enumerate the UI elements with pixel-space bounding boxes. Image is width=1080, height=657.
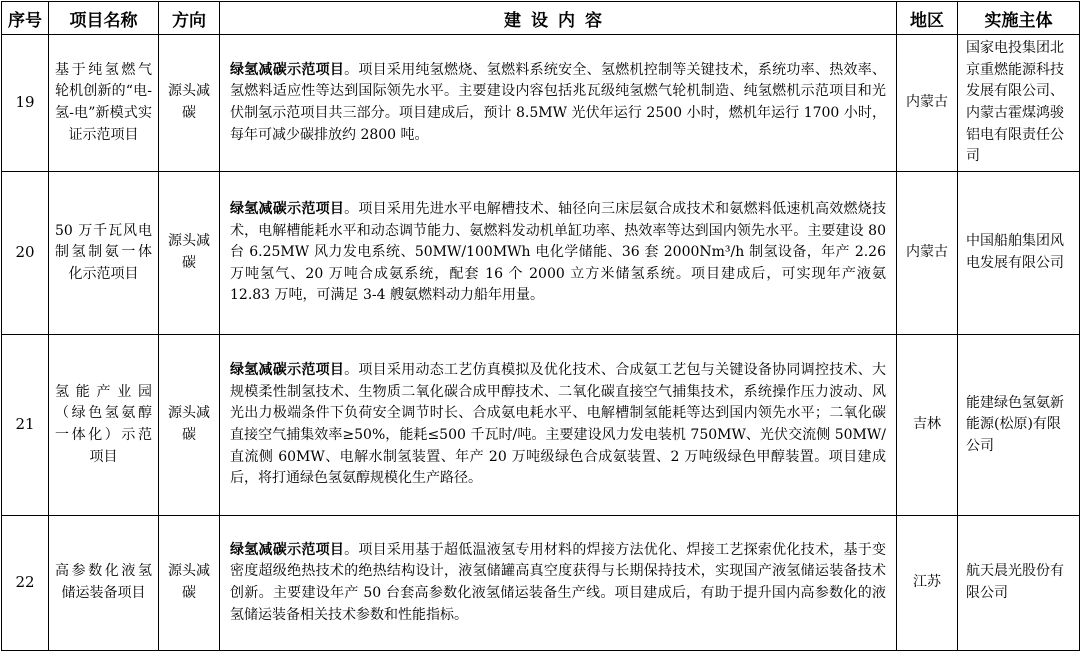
row-direction: 源头减碳 bbox=[159, 35, 220, 172]
header-direction: 方向 bbox=[159, 2, 220, 35]
header-index: 序号 bbox=[2, 2, 49, 35]
header-content: 建设内容 bbox=[220, 2, 897, 35]
row-direction: 源头减碳 bbox=[159, 516, 220, 651]
row-content-lead: 绿氢减碳示范项目 bbox=[230, 541, 345, 558]
row-content-text: 。项目采用先进水平电解槽技术、轴径向三床层氨合成技术和氨燃料低速机高效燃烧技术，电解槽能耗水平和动态调节能力、氨燃料发动机单缸功率、热效率等达到国内领先水平。主要建设 80 台 6.25MW 风力发电系统、50MW/100MWh 电化学储能、36 套 2000Nm³/h 制氢设备，年产 2.26 万吨氢气、20 万吨合成氨系统，配套 16 个 2000 立方米储氢系统。项目建成后，可实现年产液氨 12.83 万吨，可满足 3-4 艘氨燃料动力船年用量。 bbox=[230, 201, 887, 304]
row-content bbox=[220, 335, 897, 516]
row-region: 吉林 bbox=[897, 335, 958, 516]
row-index: 21 bbox=[2, 335, 49, 516]
header-row bbox=[2, 2, 1080, 35]
row-project-name: 50 万千瓦风电制氢制氨一体化示范项目 bbox=[49, 172, 159, 335]
row-content bbox=[220, 35, 897, 172]
table-row bbox=[2, 516, 1080, 651]
table-row bbox=[2, 172, 1080, 335]
row-content bbox=[220, 516, 897, 651]
row-index: 22 bbox=[2, 516, 49, 651]
row-region: 内蒙古 bbox=[897, 172, 958, 335]
row-direction: 源头减碳 bbox=[159, 172, 220, 335]
row-org: 航天晨光股份有限公司 bbox=[958, 516, 1080, 651]
row-project-name: 高参数化液氢储运装备项目 bbox=[49, 516, 159, 651]
row-content-lead: 绿氢减碳示范项目 bbox=[230, 362, 345, 379]
row-content-lead: 绿氢减碳示范项目 bbox=[230, 201, 345, 218]
row-region: 江苏 bbox=[897, 516, 958, 651]
table-row bbox=[2, 335, 1080, 516]
row-direction: 源头减碳 bbox=[159, 335, 220, 516]
row-region: 内蒙古 bbox=[897, 35, 958, 172]
row-org: 中国船舶集团风电发展有限公司 bbox=[958, 172, 1080, 335]
row-content bbox=[220, 172, 897, 335]
header-name: 项目名称 bbox=[49, 2, 159, 35]
row-content-text: 。项目采用纯氢燃烧、氢燃料系统安全、氢燃机控制等关键技术，系统功率、热效率、氢燃料适应性等达到国际领先水平。主要建设内容包括兆瓦级纯氢燃气轮机制造、纯氢燃机示范项目和光伏制氢示范项目共三部分。项目建成后，预计 8.5MW 光伏年运行 2500 小时，燃机年运行 1700 小时，每年可减少碳排放约 2800 吨。 bbox=[230, 61, 887, 143]
row-project-name: 氢能产业园（绿色氢氨醇一体化）示范项目 bbox=[49, 335, 159, 516]
header-org: 实施主体 bbox=[958, 2, 1080, 35]
row-org: 能建绿色氢氨新能源(松原)有限公司 bbox=[958, 335, 1080, 516]
header-region: 地区 bbox=[897, 2, 958, 35]
row-org: 国家电投集团北京重燃能源科技发展有限公司、内蒙古霍煤鸿骏铝电有限责任公司 bbox=[958, 35, 1080, 172]
table-row bbox=[2, 35, 1080, 172]
row-index: 20 bbox=[2, 172, 49, 335]
row-project-name: 基于纯氢燃气轮机创新的“电-氢-电”新模式实证示范项目 bbox=[49, 35, 159, 172]
row-content-text: 。项目采用基于超低温液氢专用材料的焊接方法优化、焊接工艺探索优化技术，基于变密度超级绝热技术的绝热结构设计，液氢储罐高真空度获得与长期保持技术，实现国产液氢储运装备技术创新。主要建设年产 50 台套高参数化液氢储运装备生产线。项目建成后，有助于提升国内高参数化的液氢储运装备相关技术参数和性能指标。 bbox=[230, 541, 887, 623]
row-content-text: 。项目采用动态工艺仿真模拟及优化技术、合成氨工艺包与关键设备协同调控技术、大规模柔性制氢技术、生物质二氧化碳合成甲醇技术、二氧化碳直接空气捕集技术，系统操作压力波动、风光出力极端条件下负荷安全调节时长、合成氨电耗水平、电解槽制氢能耗等达到国内领先水平；二氧化碳直接空气捕集效率≥50%，能耗≤500 千瓦时/吨。主要建设风力发电装机 750MW、光伏交流侧 50MW/直流侧 60MW、电解水制氢装置、年产 20 万吨级绿色合成氨装置、2 万吨级绿色甲醇装置。项目建成后，将打通绿色氢氨醇规模化生产路径。 bbox=[230, 362, 887, 487]
row-index: 19 bbox=[2, 35, 49, 172]
project-table bbox=[1, 1, 1080, 651]
row-content-lead: 绿氢减碳示范项目 bbox=[230, 61, 345, 78]
